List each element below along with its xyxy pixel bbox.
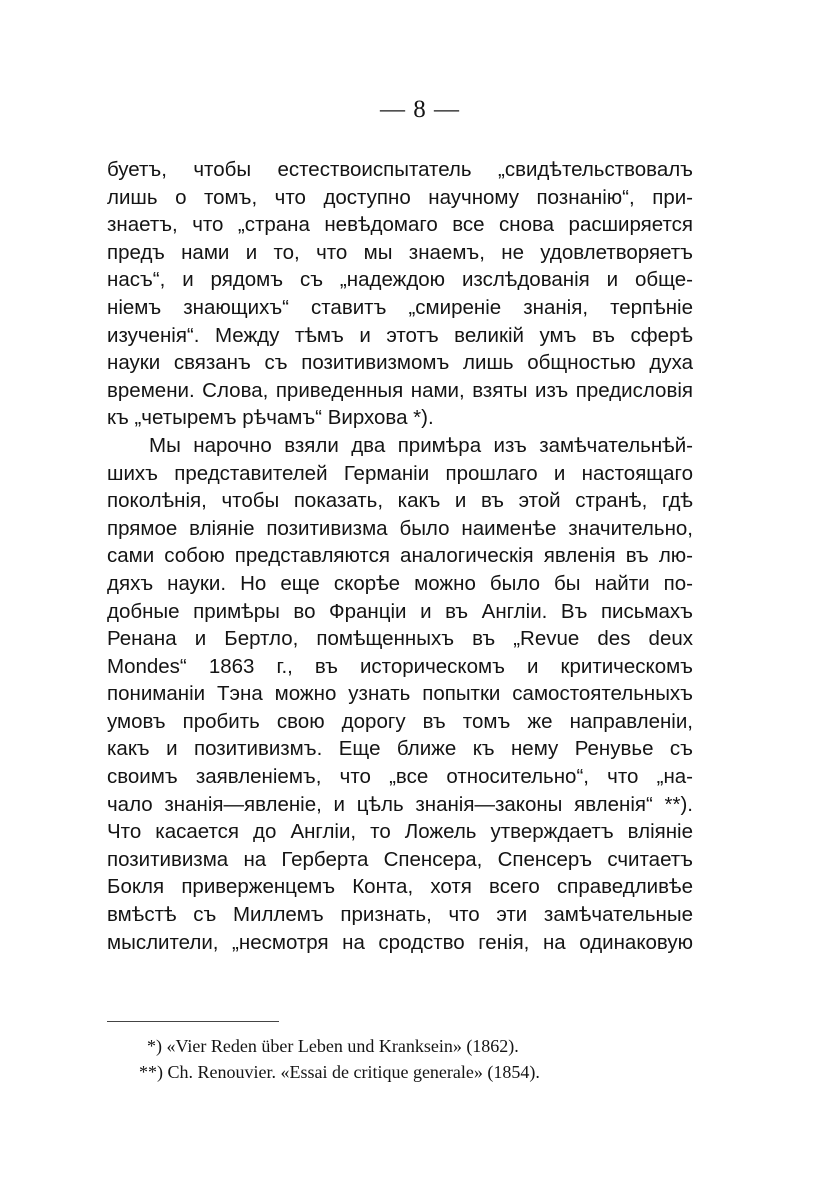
text-line: шихъ представителей Германіи прошлаго и настоящаго: [107, 461, 693, 485]
footnote-2: **) Ch. Renouvier. «Essai de critique generale» (1854).: [139, 1062, 540, 1082]
text-line: насъ“, и рядомъ съ „надеждою изслѣдованія и обще-: [107, 268, 693, 292]
text-line: вмѣстѣ съ Миллемъ признать, что эти замѣчательные: [107, 903, 693, 927]
text-line: лишь о томъ, что доступно научному познанію“, при-: [107, 185, 693, 209]
text-line: мыслители, „несмотря на сродство генія, на одинаковую: [107, 930, 693, 954]
text-line: буетъ, чтобы естествоиспытатель „свидѣтельствовалъ: [107, 158, 693, 181]
text-line: Мы нарочно взяли два примѣра изъ замѣчательнѣй-: [149, 433, 693, 457]
text-line: изученія“. Между тѣмъ и этотъ великій умъ въ сферѣ: [107, 323, 693, 347]
text-line: Что касается до Англіи, то Ложель утверждаетъ вліяніе: [107, 820, 693, 844]
page-number: — 8 —: [380, 96, 460, 123]
text-line: Ренана и Бертло, помѣщенныхъ въ „Revue des deux: [107, 627, 693, 651]
text-line: добные примѣры во Франціи и въ Англіи. Въ письмахъ: [107, 599, 693, 623]
text-line: прямое вліяніе позитивизма было наименѣе значительно,: [107, 516, 693, 540]
text-line: какъ и позитивизмъ. Еще ближе къ нему Ренувье съ: [107, 737, 693, 761]
text-line: Бокля приверженцемъ Конта, хотя всего справедливѣе: [107, 875, 693, 899]
text-line: науки связанъ съ позитивизмомъ лишь общностью духа: [107, 351, 693, 375]
text-line: позитивизма на Герберта Спенсера, Спенсеръ считаетъ: [107, 847, 693, 871]
body-text: [107, 156, 693, 956]
text-line: къ „четыремъ рѣчамъ“ Вирхова *).: [107, 406, 434, 430]
text-line: дяхъ науки. Но еще скорѣе можно было бы найти по-: [107, 571, 693, 595]
text-line: поколѣнія, чтобы показать, какъ и въ этой странѣ, гдѣ: [107, 489, 693, 513]
text-line: умовъ пробить свою дорогу въ томъ же направленіи,: [107, 709, 693, 733]
text-line: Mondes“ 1863 г., въ историческомъ и критическомъ: [107, 654, 693, 678]
text-line: времени. Слова, приведенныя нами, взяты изъ предисловія: [107, 378, 693, 402]
footnote-divider: [107, 1021, 279, 1022]
footnote-1: *) «Vier Reden über Leben und Kranksein» (1862).: [147, 1036, 519, 1056]
text-line: пониманіи Тэна можно узнать попытки самостоятельныхъ: [107, 682, 693, 706]
text-line: предъ нами и то, что мы знаемъ, не удовлетворяетъ: [107, 240, 693, 264]
text-line: сами собою представляются аналогическія явленія въ лю-: [107, 544, 693, 568]
text-line: чало знанія—явленіе, и цѣль знанія—законы явленія“ **).: [107, 792, 693, 816]
footnotes: [107, 1033, 693, 1085]
text-line: знаетъ, что „страна невѣдомаго все снова расширяется: [107, 213, 693, 237]
text-line: своимъ заявленіемъ, что „все относительно“, что „на-: [107, 765, 693, 789]
text-line: ніемъ знающихъ“ ставитъ „смиреніе знанія, терпѣніе: [107, 295, 693, 319]
